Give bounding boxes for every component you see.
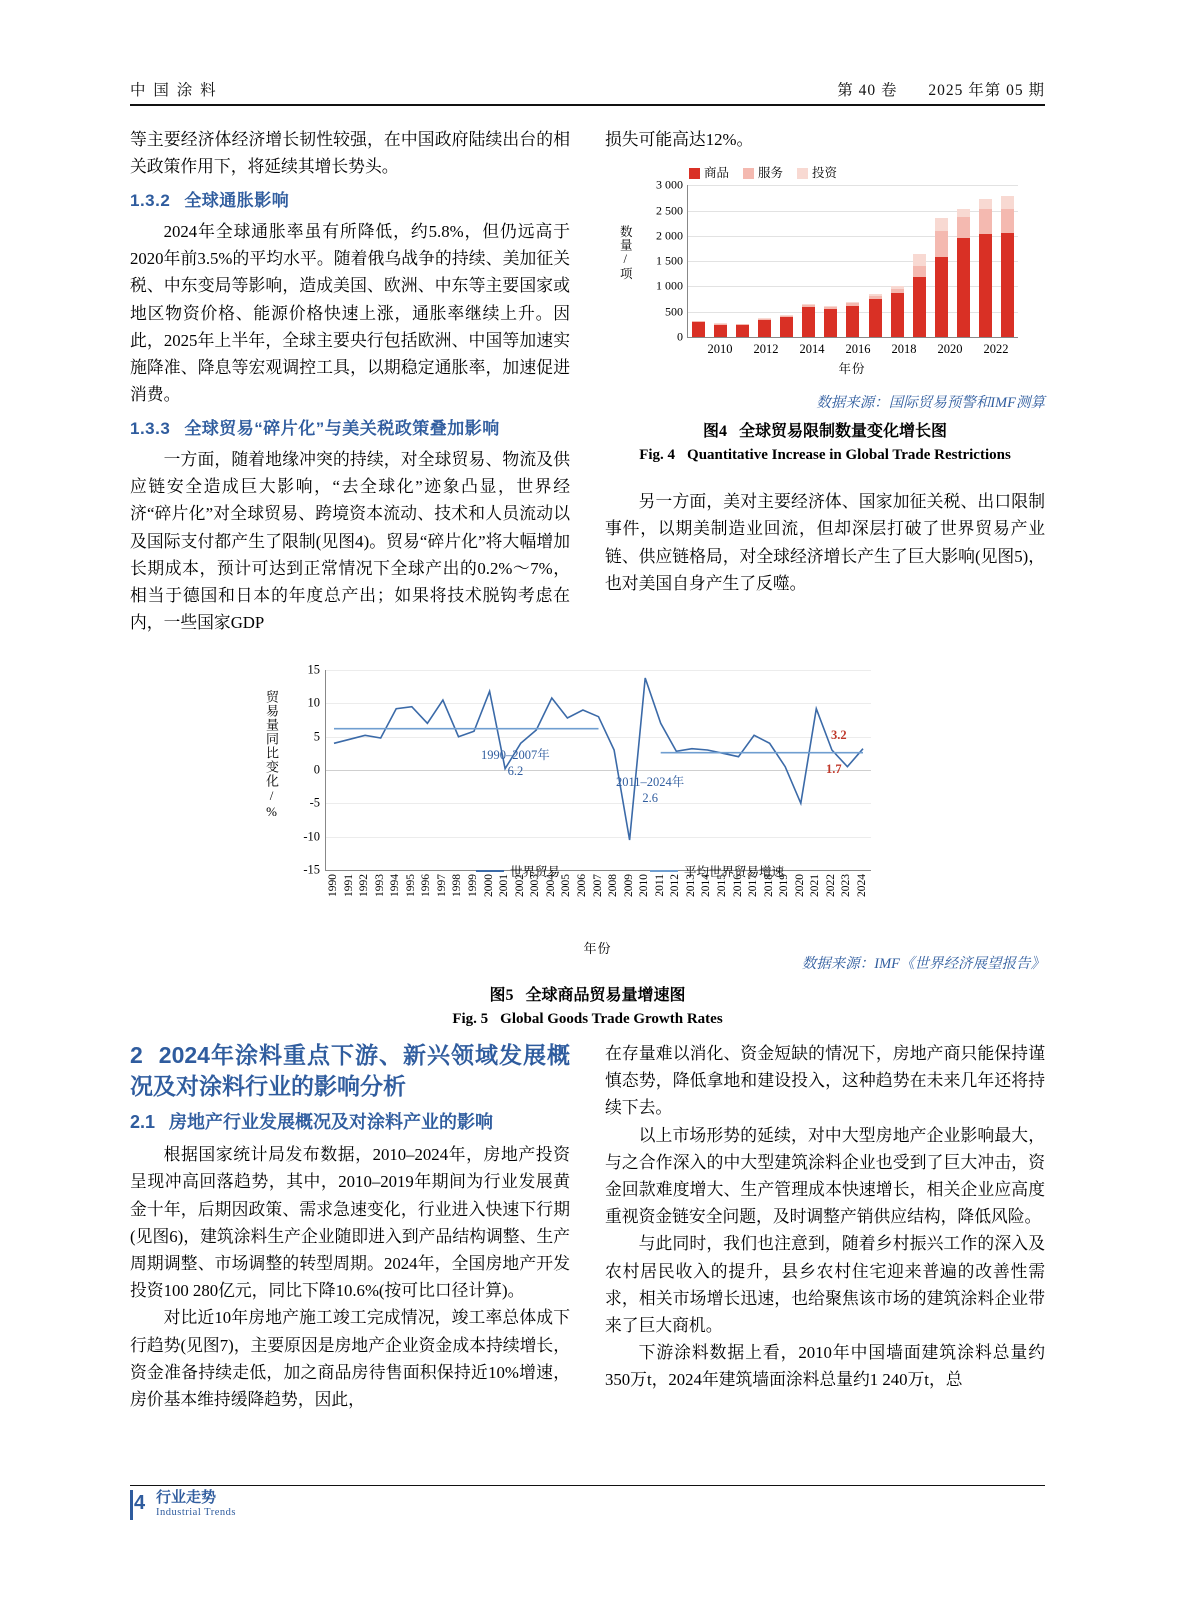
x-tick: 2010 — [707, 342, 733, 357]
bar — [802, 304, 815, 337]
y-axis-label: 贸易量同比变化/% — [264, 690, 279, 820]
section-title: 全球贸易“碎片化”与美关税政策叠加影响 — [184, 419, 500, 439]
x-tick: 2017 — [747, 874, 760, 897]
y-tick: 15 — [307, 662, 320, 677]
legend-label: 平均世界贸易增速 — [684, 865, 785, 879]
annotation-2011-2024: 2011–2024年 2.6 — [616, 775, 685, 805]
section-number: 1.3.3 — [130, 419, 171, 439]
legend-label: 商品 — [704, 166, 730, 181]
bar — [891, 286, 904, 337]
x-axis-ticks — [325, 874, 870, 934]
x-tick: 1997 — [435, 874, 448, 897]
y-tick: 2 000 — [656, 228, 683, 243]
x-tick: 2010 — [638, 874, 651, 897]
bar — [758, 318, 771, 337]
line-series — [326, 670, 871, 870]
bar-segment — [846, 306, 859, 337]
figure-5-chart — [240, 660, 960, 960]
y-tick: 0 — [677, 329, 683, 344]
x-tick: 2016 — [731, 874, 744, 897]
figure-title-cn: 全球商品贸易量增速图 — [525, 987, 686, 1004]
bar-segment — [979, 199, 992, 209]
bar — [846, 302, 859, 337]
x-tick: 2000 — [482, 874, 495, 897]
x-tick: 2012 — [669, 874, 682, 897]
x-tick: 1992 — [358, 874, 371, 897]
x-tick: 2024 — [856, 874, 868, 897]
x-tick: 2022 — [824, 874, 837, 897]
bar-segment — [913, 254, 926, 266]
bar-segment — [1001, 209, 1014, 233]
footer-section-badge — [156, 1490, 236, 1518]
x-tick: 2003 — [529, 874, 542, 897]
y-axis-label: 数量/项 — [618, 225, 633, 281]
x-tick: 1991 — [342, 874, 355, 897]
bar — [780, 315, 793, 337]
bar-segment — [957, 238, 970, 337]
footer-label-en: Industrial Trends — [156, 1506, 236, 1518]
chart-plot-area — [303, 662, 871, 879]
paragraph: 以上市场形势的延续，对中大型房地产企业影响最大，与之合作深入的中大型建筑涂料企业也受到了巨大冲击，资金回款难度增大、生产管理成本快速增长，相关企业应高度重视资金链安全问题，及时调整产销供应结构，降低风险。 — [605, 1125, 1045, 1227]
right-column-top — [605, 126, 1045, 597]
x-tick: 1995 — [404, 874, 417, 897]
bar-segment — [869, 299, 882, 338]
bar — [824, 306, 837, 337]
x-tick: 2018 — [762, 874, 775, 897]
paragraph: 一方面，随着地缘冲突的持续，对全球贸易、物流及供应链安全造成巨大影响，“去全球化”迹象凸显，世界经济“碎片化”对全球贸易、跨境资本流动、技术和人员流动以及国际支付都产生了限制(见图4)。贸易“碎片化”将大幅增加长期成本，预计可达到正常情况下全球产出的0.2%～7%，相当于德国和日本的年度总产出；如果将技术脱钩考虑在内，一些国家GDP — [130, 449, 570, 633]
right-column-bottom — [605, 1040, 1045, 1394]
y-tick: 10 — [307, 695, 320, 710]
section-heading-2 — [130, 1040, 570, 1102]
bar-segment — [714, 325, 727, 338]
x-tick: 2014 — [700, 874, 713, 897]
x-tick: 1999 — [467, 874, 480, 897]
x-tick: 2011 — [653, 874, 666, 897]
x-tick: 2020 — [793, 874, 806, 897]
bar-segment — [913, 277, 926, 337]
paragraph: 等主要经济体经济增长韧性较强，在中国政府陆续出台的相关政策作用下，将延续其增长势头。 — [130, 130, 570, 177]
issue-label: 2025 年第 05 期 — [928, 82, 1045, 99]
x-tick: 2007 — [591, 874, 604, 897]
figure-5-source: 数据来源：IMF《世界经济展望报告》 — [801, 956, 1045, 972]
x-tick: 2016 — [845, 342, 871, 357]
paragraph: 下游涂料数据上看，2010年中国墙面建筑涂料总量约350万t，2024年建筑墙面涂料总量约1 240万t，总 — [605, 1343, 1045, 1390]
bar-segment — [935, 218, 948, 231]
bar-segment — [935, 231, 948, 257]
chart-plot-area — [656, 177, 1018, 344]
page-number: 4 — [134, 1492, 146, 1514]
legend-label: 服务 — [758, 166, 784, 181]
x-tick: 2009 — [622, 874, 635, 897]
bar — [1001, 196, 1014, 337]
bar — [869, 294, 882, 338]
bar — [692, 321, 705, 338]
x-tick: 1990 — [327, 874, 339, 897]
section-number: 2.1 — [130, 1112, 156, 1133]
figure-5-caption — [130, 984, 1045, 1031]
bar-segment — [780, 317, 793, 337]
x-tick: 2015 — [715, 874, 728, 897]
paragraph: 在存量难以消化、资金短缺的情况下，房地产商只能保持谨慎态势，降低拿地和建设投入，这种趋势在未来几年还将持续下去。 — [605, 1044, 1045, 1118]
legend-label: 投资 — [812, 166, 838, 181]
bar-segment — [802, 307, 815, 337]
section-heading-1-3-2 — [130, 187, 570, 215]
x-tick: 2004 — [544, 874, 557, 897]
bar-segment — [1001, 196, 1014, 209]
x-tick: 2019 — [778, 874, 791, 897]
x-axis-label: 年份 — [838, 362, 866, 377]
section-title: 房地产行业发展概况及对涂料产业的影响 — [169, 1112, 494, 1133]
x-tick: 2021 — [809, 874, 822, 897]
y-tick: 2 500 — [656, 202, 683, 217]
x-tick: 2012 — [753, 342, 779, 357]
y-tick: 3 000 — [656, 177, 683, 192]
paragraph: 2024年全球通胀率虽有所降低，约5.8%，但仍远高于2020年前3.5%的平均水平。随着俄乌战争的持续、美加征关税、中东变局等影响，造成美国、欧洲、中东等主要国家或地区物资价格、能源价格快速上涨，通胀率继续上升。因此，2025年上半年，全球主要央行包括欧洲、中国等加速实施降准、降息等宏观调控工具，以期稳定通胀率，加速促进消费。 — [130, 221, 570, 405]
y-tick: -5 — [309, 795, 320, 810]
section-heading-2-1 — [130, 1108, 570, 1137]
x-tick: 2013 — [684, 874, 697, 897]
journal-name: 中 国 涂 料 — [130, 82, 218, 99]
section-title: 全球通胀影响 — [184, 191, 290, 211]
x-tick: 2005 — [560, 874, 573, 897]
bar-segment — [891, 293, 904, 338]
bar-segment — [1001, 233, 1014, 337]
bar — [714, 323, 727, 337]
figure-label-cn: 图4 — [702, 422, 727, 440]
paragraph: 对比近10年房地产施工竣工完成情况，竣工率总体成下行趋势(见图7)，主要原因是房地产企业资金成本持续增长，资金准备持续走低，加之商品房待售面积保持近10%增速，房价基本维持缓降趋势，因此， — [130, 1308, 570, 1410]
bar-segment — [957, 209, 970, 217]
section-title: 2024年涂料重点下游、新兴领域发展概况及对涂料行业的影响分析 — [130, 1042, 570, 1100]
x-tick: 2022 — [983, 342, 1009, 357]
issue-info — [811, 78, 1045, 100]
chart-legend — [689, 163, 837, 183]
section-number: 2 — [130, 1042, 143, 1068]
figure-label-en: Fig. 4 — [639, 446, 676, 463]
footer-label-cn: 行业走势 — [156, 1489, 217, 1506]
x-axis-label: 年份 — [583, 941, 612, 956]
figure-title-cn: 全球贸易限制数量变化增长图 — [739, 422, 948, 440]
figure-4-caption — [605, 420, 1045, 467]
paragraph: 根据国家统计局发布数据，2010–2024年，房地产投资呈现冲高回落趋势，其中，2010–2019年期间为行业发展黄金十年，后期因政策、需求急速变化，行业进入快速下行期(见图6)，建筑涂料生产企业随即进入到产品结构调整、生产周期调整、市场调整的转型周期。2024年，全国房地产开发投资100 280亿元，同比下降10.6%(按可比口径计算)。 — [130, 1145, 570, 1301]
bar-segment — [824, 309, 837, 337]
bar-segment — [935, 257, 948, 337]
x-tick: 1994 — [389, 874, 402, 897]
header-divider — [130, 104, 1045, 106]
x-tick: 2023 — [840, 874, 853, 897]
page-header — [130, 78, 1045, 100]
y-tick: 0 — [313, 762, 320, 777]
bar — [913, 254, 926, 337]
legend-item-goods — [689, 163, 729, 183]
bar-segment — [957, 217, 970, 238]
y-tick: 500 — [665, 303, 683, 318]
paragraph: 损失可能高达12%。 — [605, 130, 754, 149]
figure-title-en: Global Goods Trade Growth Rates — [500, 1011, 723, 1027]
legend-label: 世界贸易 — [510, 865, 561, 879]
bar — [736, 324, 749, 338]
bar — [979, 199, 992, 337]
figure-label-cn: 图5 — [489, 987, 514, 1004]
figure-label-en: Fig. 5 — [452, 1011, 489, 1027]
annotation-1990-2007: 1990–2007年 6.2 — [481, 748, 550, 778]
x-tick: 2018 — [891, 342, 917, 357]
bar-segment — [979, 209, 992, 234]
legend-item-investment — [797, 163, 837, 183]
x-tick: 2006 — [575, 874, 588, 897]
figure-4-source: 数据来源：国际贸易预警和IMF测算 — [816, 395, 1045, 412]
x-axis-ticks — [687, 339, 1017, 355]
value-label-3-2: 3.2 — [831, 728, 847, 742]
y-tick: 5 — [313, 729, 320, 744]
value-label-1-7: 1.7 — [826, 762, 842, 776]
footer-accent-bar — [130, 1490, 133, 1520]
bar-segment — [736, 325, 749, 337]
x-tick: 1993 — [373, 874, 386, 897]
y-tick: 1 000 — [656, 278, 683, 293]
x-tick: 2002 — [513, 874, 526, 897]
bar-segment — [979, 234, 992, 337]
bar-segment — [913, 266, 926, 278]
bar — [957, 209, 970, 337]
left-column-bottom — [130, 1040, 570, 1413]
x-tick: 1996 — [420, 874, 433, 897]
left-column-top — [130, 126, 570, 636]
figure-title-en: Quantitative Increase in Global Trade Restrictions — [687, 446, 1011, 463]
footer-divider — [130, 1485, 1045, 1486]
bar — [935, 218, 948, 337]
bar-segment — [758, 320, 771, 337]
figure-4-chart — [611, 163, 1041, 388]
bar-segment — [692, 322, 705, 337]
y-tick: 1 500 — [656, 253, 683, 268]
x-tick: 2001 — [498, 874, 511, 897]
section-heading-1-3-3 — [130, 415, 570, 443]
x-tick: 2020 — [937, 342, 963, 357]
x-tick: 2008 — [607, 874, 620, 897]
x-tick: 2014 — [799, 342, 825, 357]
y-tick: -15 — [303, 862, 320, 877]
paragraph: 另一方面，美对主要经济体、国家加征关税、出口限制事件，以期美制造业回流，但却深层打破了世界贸易产业链、供应链格局，对全球经济增长产生了巨大影响(见图5)，也对美国自身产生了反噬。 — [605, 492, 1045, 593]
volume-label: 第 40 卷 — [837, 82, 898, 99]
legend-item-services — [743, 163, 783, 183]
y-tick: -10 — [303, 829, 320, 844]
x-tick: 1998 — [451, 874, 464, 897]
section-number: 1.3.2 — [130, 191, 171, 211]
bar-group — [688, 185, 1018, 337]
paragraph: 与此同时，我们也注意到，随着乡村振兴工作的深入及农村居民收入的提升，县乡农村住宅迎来普遍的改善性需求，相关市场增长迅速，也给聚焦该市场的建筑涂料企业带来了巨大商机。 — [605, 1234, 1045, 1336]
